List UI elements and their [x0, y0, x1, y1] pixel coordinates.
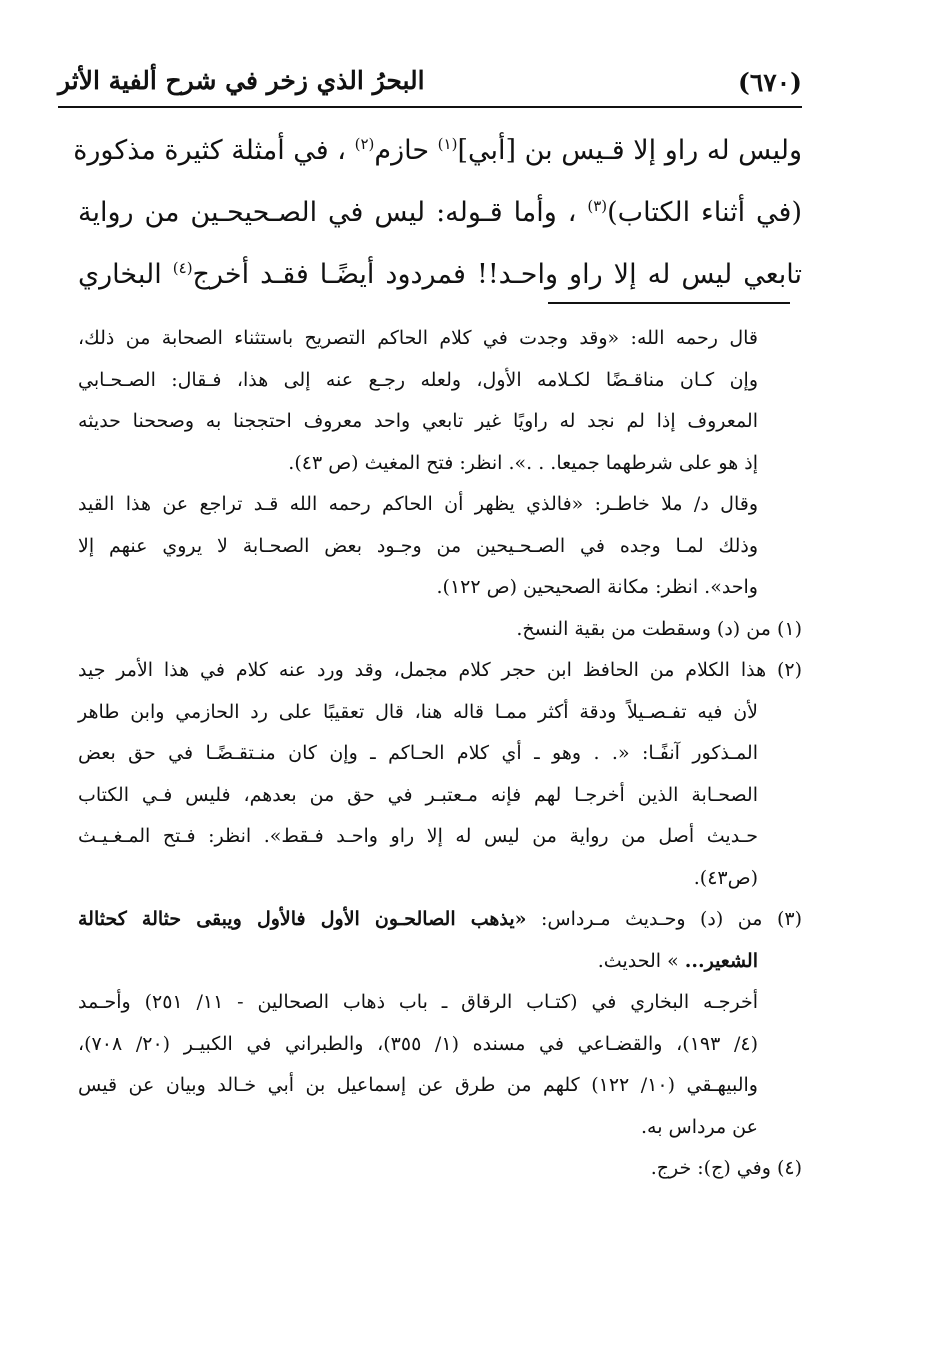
footnotes	[78, 318, 802, 1190]
footnote-line: واحد». انظر: مكانة الصحيحين (ص ١٢٢).	[436, 576, 758, 598]
footnote-line: وإن كـان مناقـضًا لكـلامه الأول، ولعله رجـع عنه إلى هذا، فـقال: الصـحـابي	[78, 368, 758, 391]
footnote-line: وذلك لمـا وجده في الصـحـيحين من وجـود بعض الصحـابة لا يروي عنهم إلا	[78, 534, 758, 557]
footnote-line: وقال د/ ملا خاطـر: «فالذي يظهر أن الحاكم رحمه الله قـد تراجع عن هذا القيد	[78, 493, 758, 515]
book-title: البحرُ الذي زخر في شرح ألفية الأثر	[58, 66, 425, 95]
footnote-line: المعروف إذا لم نجد له راويًا غير تابعي واحد معروف احتججنا به وصححنا حديثه	[78, 410, 758, 432]
footnote-line: إذ هو على شرطهما جميعا. . .». انظر: فتح المغيث (ص ٤٣).	[288, 451, 758, 474]
footnote-4: (٤) وفي (ج): خرج.	[650, 1157, 802, 1179]
body-line-2: (في أثناء الكتاب)$^{(٣)}$ ، وأما قـوله: ليس في الصـحيحـين من رواية	[78, 197, 802, 228]
running-header	[58, 60, 802, 108]
page-number: (٦٧٠)	[738, 68, 802, 97]
footnote-1: (١) من (د) وسقطت من بقية النسخ.	[516, 617, 802, 640]
body-line-3: تابعي ليس له إلا راو واحـد!! فمردود أيضًـا فقـد أخرج$^{(٤)}$ البخاري	[78, 259, 803, 290]
footnote-3: (٣) من (د) وحـديث مـرداس: «يذهب الصالحـون الأول فالأول ويبقى حثالة كحثالة الشعير... » الحديث. أخرجـه البخاري في (كتـاب الرقاق ـ باب ذهاب الصحالين - ١١/ ٢٥١) وأحـمد (٤/ ١٩٣)، والقضـاعي في مسنده (١/ ٣٥٥)، والطبراني في الكبيـر (٢٠/ ٧٠٨)، والبيهـقي (١٠/ ١٢٢) كلهم من طرق عن إسماعيل بن أبي خـالد وبيان عن قيس عن مرداس به.	[78, 908, 802, 1138]
footnote-2: (٢) هذا الكلام من الحافظ ابن حجر كلام مجمل، وقد ورد عنه كلام في هذا الأمر جيد لأن فيه تفـصـيلاً ودقة أكثر ممـا قاله هنا، قال تعقيبًا على رد الحازمي وابن طاهر المـذكور آنفًـا: «. . وهو ـ أي كلام الحـاكم ـ وإن كان منـتقـضًـا في حق بعض الصحـابة الذين أخرجـا لهم فإنه مـعتبـر في حق من بعدهم، فليس فـي الكتاب حـديث أصل من رواية من ليس له إلا راو واحـد فـقط». انظر: فـتح المـغـيـث (ص٤٣).	[78, 659, 802, 889]
footnote-line: قال رحمه الله: «وقد وجدت في كلام الحاكم التصريح باستثناء الصحابة من ذلك،	[78, 327, 758, 349]
body-line-1: وليس له راو إلا قـيس بن [أبي]$^{(١)}$ حازم$^{(٢)}$ ، في أمثلة كثيرة مذكورة	[73, 135, 802, 166]
footnote-separator	[548, 302, 790, 304]
footnote-continuation	[78, 318, 802, 609]
main-body-text	[73, 120, 803, 306]
